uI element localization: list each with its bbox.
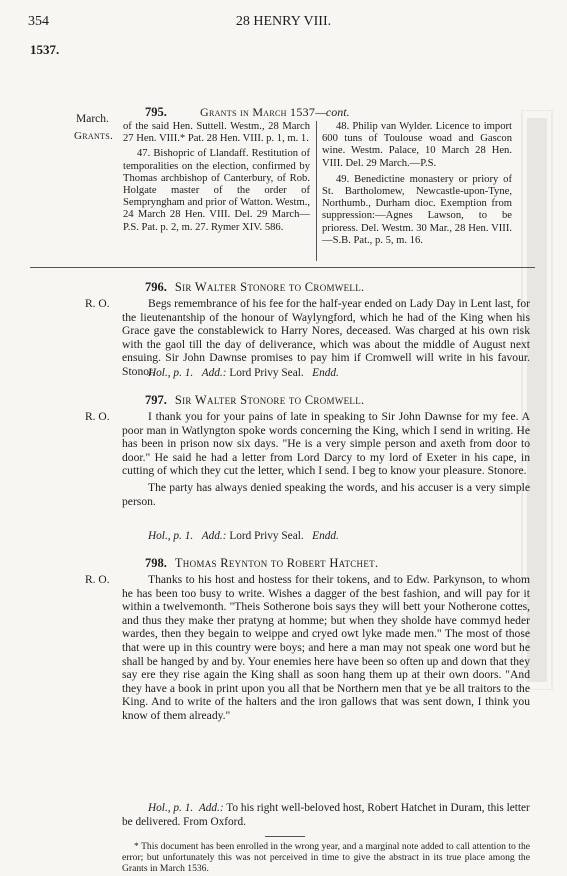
- grant-item: of the said Hen. Suttell. Westm., 28 March 27 Hen. VIII.* Pat. 28 Hen. VIII. p. 1, m. 1.: [123, 121, 310, 145]
- grants-title-line: [200, 105, 350, 120]
- entry-heading: [145, 556, 378, 571]
- entry-paragraph: I thank you for your pains of late in speaking to Sir John Dawnse for my fee. A poor man in Watlyngton spoke words concerning the King, which I send in writing. He has been in prison now six days. "He is a very simple person and axeth from door to door." He said he had a letter from Lord Darcy to my lord of Exeter in his cape, in cutting of which they cut the letter, which I send. I beg to know your pleasure. Stonore.: [122, 410, 530, 478]
- footnote: * This document has been enrolled in the wrong year, and a marginal note added to call attention to the error; but unfortunately this was not perceived in time to give the abstract in its true place among the Grants in March 1536.: [122, 841, 530, 874]
- entry-body: [122, 573, 530, 723]
- entry-body: [122, 410, 530, 508]
- entry-meta: [122, 802, 530, 829]
- margin-year: 1537.: [30, 42, 60, 57]
- entry-source: R. O.: [85, 411, 110, 423]
- entry-paragraph: Begs remembrance of his fee for the half-year ended on Lady Day in Lent last, for the lieutenantship of the honour of Waylyngford, which he had of the King when his Grace gave the constablewick to Harry Nores, deceased. Was charged at his own risk with the gaol till the day of deliverance, which was about the middle of August next ensuing. Sir John Dawnse promises to pay him if Cromwell will write in his favour. Stonor.: [122, 297, 530, 378]
- running-head: 28 HENRY VIII.: [235, 14, 332, 29]
- footnote-rule: [265, 836, 305, 837]
- grants-title-suffix: —cont.: [315, 105, 350, 119]
- entry-paragraph: The party has always denied speaking the words, and his accuser is a very simple person.: [122, 480, 530, 508]
- meta-add-text: To his right well-beloved host, Robert Hatchet in Duram, this letter be delivered. From Oxford.: [122, 802, 530, 828]
- grants-number: 795.: [145, 105, 167, 119]
- meta-hol: Hol., p. 1.: [148, 367, 194, 379]
- entry-title: Sir Walter Stonore to Cromwell.: [174, 393, 365, 407]
- entry-meta: [148, 367, 339, 379]
- meta-add-label: Add.:: [198, 802, 224, 814]
- page-number: 354: [28, 14, 49, 29]
- entry-heading: [145, 280, 364, 295]
- grant-item: 48. Philip van Wylder. Licence to import 600 tuns of Toulouse woad and Gascon wine. Westm. Palace, 10 March 28 Hen. VIII. Del. 29 March.—P.S.: [322, 121, 512, 169]
- meta-add-text: Lord Privy Seal.: [229, 530, 304, 542]
- grant-item: 49. Benedictine monastery or priory of St. Bartholomew, Newcastle-upon-Tyne, Northumb., Durham dioc. Exemption from suppression:—Agnes Lawson, to be prioress. Del. Westm. 30 Mar., 28 Hen. VIII.—S.B. Pat., p. 5, m. 16.: [322, 173, 512, 246]
- margin-month: March.: [76, 113, 109, 125]
- entry-meta: [148, 530, 339, 542]
- entry-source: R. O.: [85, 574, 110, 586]
- entry-title: Thomas Reynton to Robert Hatchet.: [174, 556, 379, 570]
- meta-add-label: Add.:: [201, 367, 227, 379]
- entry-heading: [145, 393, 364, 408]
- entry-paragraph: Thanks to his host and hostess for their tokens, and to Edw. Parkynson, to whom he has been too busy to write. Wishes a dagger of the best fashion, and will pay for it within a twelvemonth. "Theis Sotherone bois says they will bett your Notherone cottes, and thus they make ther pratyng at homme; but when they sholde have commyd heder wardes, then they begain to weippe and cryed owt lyke made men." The most of those that were up in this country were boys; and here a man may not speak one word but he shall be hanged by and by. Your enemies here have been so often up and down that they say ere they rise again the King shall as soon hang them up at their own doors. "And they have a book in print upon you all that be Northern men that ye be all traitors to the King. And to write of the halters and the iron gallows that was sent down, I think you know of them already.": [122, 573, 530, 722]
- entry-number: 796.: [145, 280, 167, 294]
- column-divider: [316, 121, 317, 261]
- meta-hol: Hol., p. 1.: [148, 802, 194, 814]
- entry-number: 798.: [145, 556, 167, 570]
- entry-title: Sir Walter Stonore to Cromwell.: [174, 280, 365, 294]
- margin-section: Grants.: [74, 130, 114, 142]
- section-rule: [30, 267, 535, 268]
- meta-add-text: Lord Privy Seal.: [229, 367, 304, 379]
- grants-title: Grants in March 1537: [200, 105, 316, 119]
- meta-add-label: Add.:: [201, 530, 227, 542]
- meta-endd: Endd.: [312, 530, 339, 542]
- entry-number: 797.: [145, 393, 167, 407]
- grant-item: 47. Bishopric of Llandaff. Restitution of temporalities on the election, confirmed by Thomas archbishop of Canterbury, of Rob. Holgate master of the order of Sempryngham and prior of Watton. Westm., 24 March 28 Hen. VIII. Del. 29 March—P.S. Pat. p. 2, m. 27. Rymer XIV. 586.: [123, 148, 310, 233]
- entry-source: R. O.: [85, 298, 110, 310]
- meta-hol: Hol., p. 1.: [148, 530, 194, 542]
- grants-right-column: [322, 121, 512, 247]
- meta-endd: Endd.: [312, 367, 339, 379]
- grants-left-column: [123, 121, 310, 234]
